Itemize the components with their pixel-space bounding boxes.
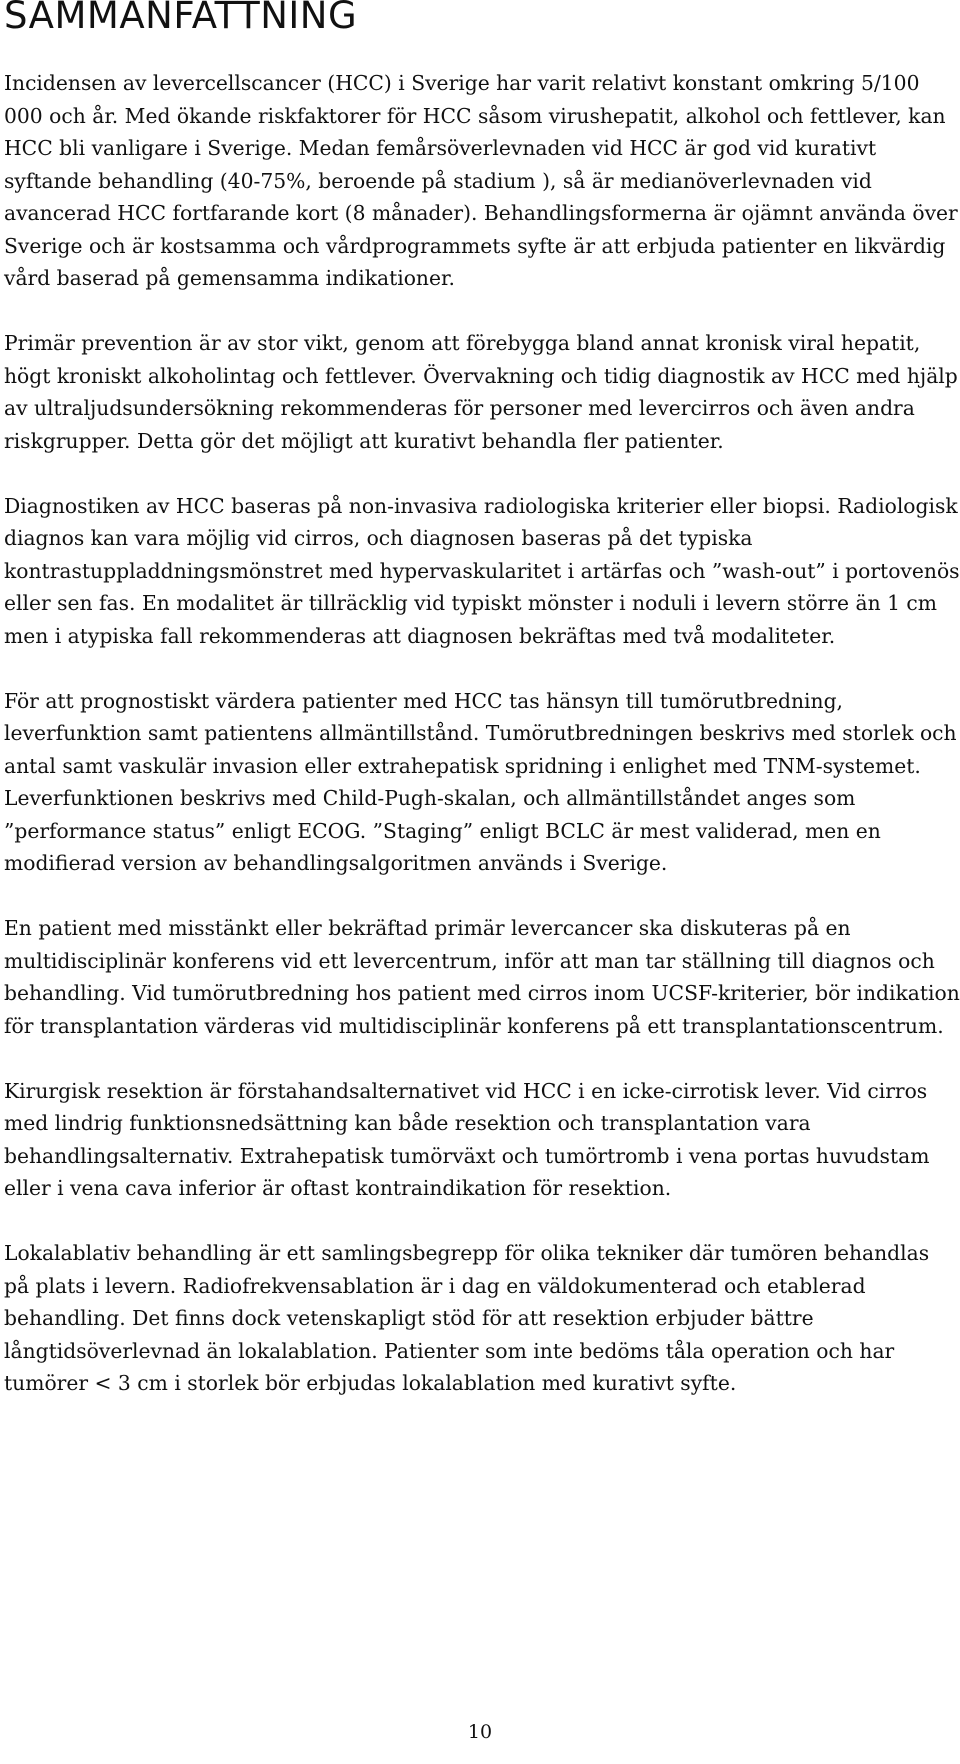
paragraph-local-ablation: Lokalablativ behandling är ett samlingsbegrepp för olika tekniker där tumören behandlas på plats i levern. Radiofrekvensablation är i dag en väldokumenterad och etablerad behandling. Det finns dock vetenskapligt stöd för att resektion erbjuder bättre långtidsöverlevnad än lokalablation. Patienter som inte bedöms tåla operation och har tumörer < 3 cm i storlek bör erbjudas lokalablation med kurativt syfte. <box>4 1241 930 1395</box>
section-heading: SAMMANFATTNING <box>4 0 358 37</box>
page-number: 10 <box>467 1721 493 1743</box>
paragraph-diagnostics: Diagnostiken av HCC baseras på non-invasiva radiologiska kriterier eller biopsi. Radiologisk diagnos kan vara möjlig vid cirros, och diagnosen baseras på det typiska kontrastuppladdningsmönstret med hypervaskularitet i artärfas och ”wash-out” i portovenös eller sen fas. En modalitet är tillräcklig vid typiskt mönster i noduli i levern större än 1 cm men i atypiska fall rekommenderas att diagnosen bekräftas med två modaliteter. <box>4 493 960 648</box>
paragraph-multidisciplinary: En patient med misstänkt eller bekräftad primär levercancer ska diskuteras på en multidisciplinär konferens vid ett levercentrum, inför att man tar ställning till diagnos och behandling. Vid tumörutbredning hos patient med cirros inom UCSF-kriterier, bör indikation för transplantation värderas vid multidisciplinär konferens på ett transplantationscentrum. <box>4 916 960 1038</box>
summary-body <box>4 67 960 1432</box>
paragraph-prevention: Primär prevention är av stor vikt, genom att förebygga bland annat kronisk viral hepatit, högt kroniskt alkoholintag och fettlever. Övervakning och tidig diagnostik av HCC med hjälp av ultraljudsundersökning rekommenderas för personer med levercirros och även andra riskgrupper. Detta gör det möjligt att kurativt behandla fler patienter. <box>4 331 958 453</box>
paragraph-prognosis: För att prognostiskt värdera patienter med HCC tas hänsyn till tumörutbredning, leverfunktion samt patientens allmäntillstånd. Tumörutbredningen beskrivs med storlek och antal samt vaskulär invasion eller extrahepatisk spridning i enlighet med TNM-systemet. Leverfunktionen beskrivs med Child-Pugh-skalan, och allmäntillståndet anges som ”performance status” enligt ECOG. ”Staging” enligt BCLC är mest validerad, men en modifierad version av behandlingsalgoritmen används i Sverige. <box>4 688 957 875</box>
paragraph-resection: Kirurgisk resektion är förstahandsalternativet vid HCC i en icke-cirrotisk lever. Vid cirros med lindrig funktionsnedsättning kan både resektion och transplantation vara behandlingsalternativ. Extrahepatisk tumörväxt och tumörtromb i vena portas huvudstam eller i vena cava inferior är oftast kontraindikation för resektion. <box>4 1078 930 1200</box>
paragraph-incidence: Incidensen av levercellscancer (HCC) i Sverige har varit relativt konstant omkring 5/100 000 och år. Med ökande riskfaktorer för HCC såsom virushepatit, alkohol och fettlever, kan HCC bli vanligare i Sverige. Medan femårsöverlevnaden vid HCC är god vid kurativt syftande behandling (40-75%, beroende på stadium ), så är medianöverlevnaden vid avancerad HCC fortfarande kort (8 månader). Behandlingsformerna är ojämnt använda över Sverige och är kostsamma och vårdprogrammets syfte är att erbjuda patienter en likvärdig vård baserad på gemensamma indikationer. <box>4 71 958 290</box>
